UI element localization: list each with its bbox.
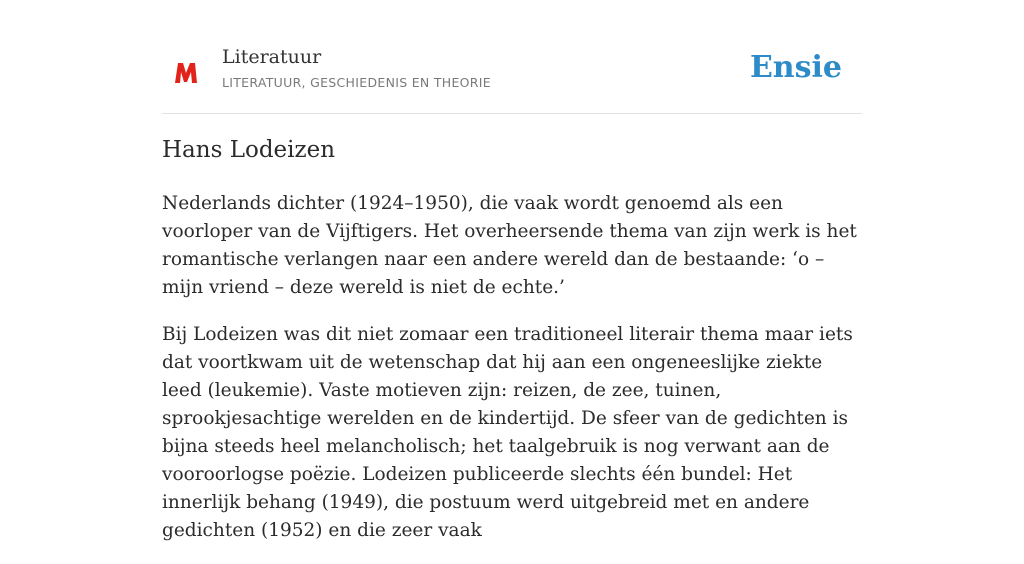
- site-header: [162, 40, 862, 114]
- article-paragraph-2: Bij Lodeizen was dit niet zomaar een traditioneel literair thema maar iets dat voortkwam uit de wetenschap dat hij aan een ongeneeslijke ziekte leed (leukemie). Vaste motieven zijn: reizen, de zee, tuinen, sprookjesachtige werelden en de kindertijd. De sfeer van de gedichten is bijna steeds heel melancholisch; het taalgebruik is nog verwant aan de vooroorlogse poëzie. Lodeizen publiceerde slechts één bundel: Het innerlijk behang (1949), die postuum werd uitgebreid met en andere gedichten (1952) en die zeer vaak: [162, 324, 853, 541]
- brand-logo[interactable]: Ensie: [749, 50, 842, 85]
- mediahuis-m-logo-icon[interactable]: [172, 58, 200, 86]
- category-title[interactable]: Literatuur: [222, 46, 322, 68]
- category-subtitle: LITERATUUR, GESCHIEDENIS EN THEORIE: [222, 75, 491, 90]
- article-title: Hans Lodeizen: [162, 137, 336, 163]
- article-paragraph-1: Nederlands dichter (1924–1950), die vaak wordt genoemd als een voorloper van de Vijftigers. Het overheersende thema van zijn werk is het romantische verlangen naar een andere wereld dan de bestaande: ‘o – mijn vriend – deze wereld is niet de echte.’: [162, 193, 857, 298]
- article-body: [162, 190, 862, 564]
- page: [162, 0, 862, 541]
